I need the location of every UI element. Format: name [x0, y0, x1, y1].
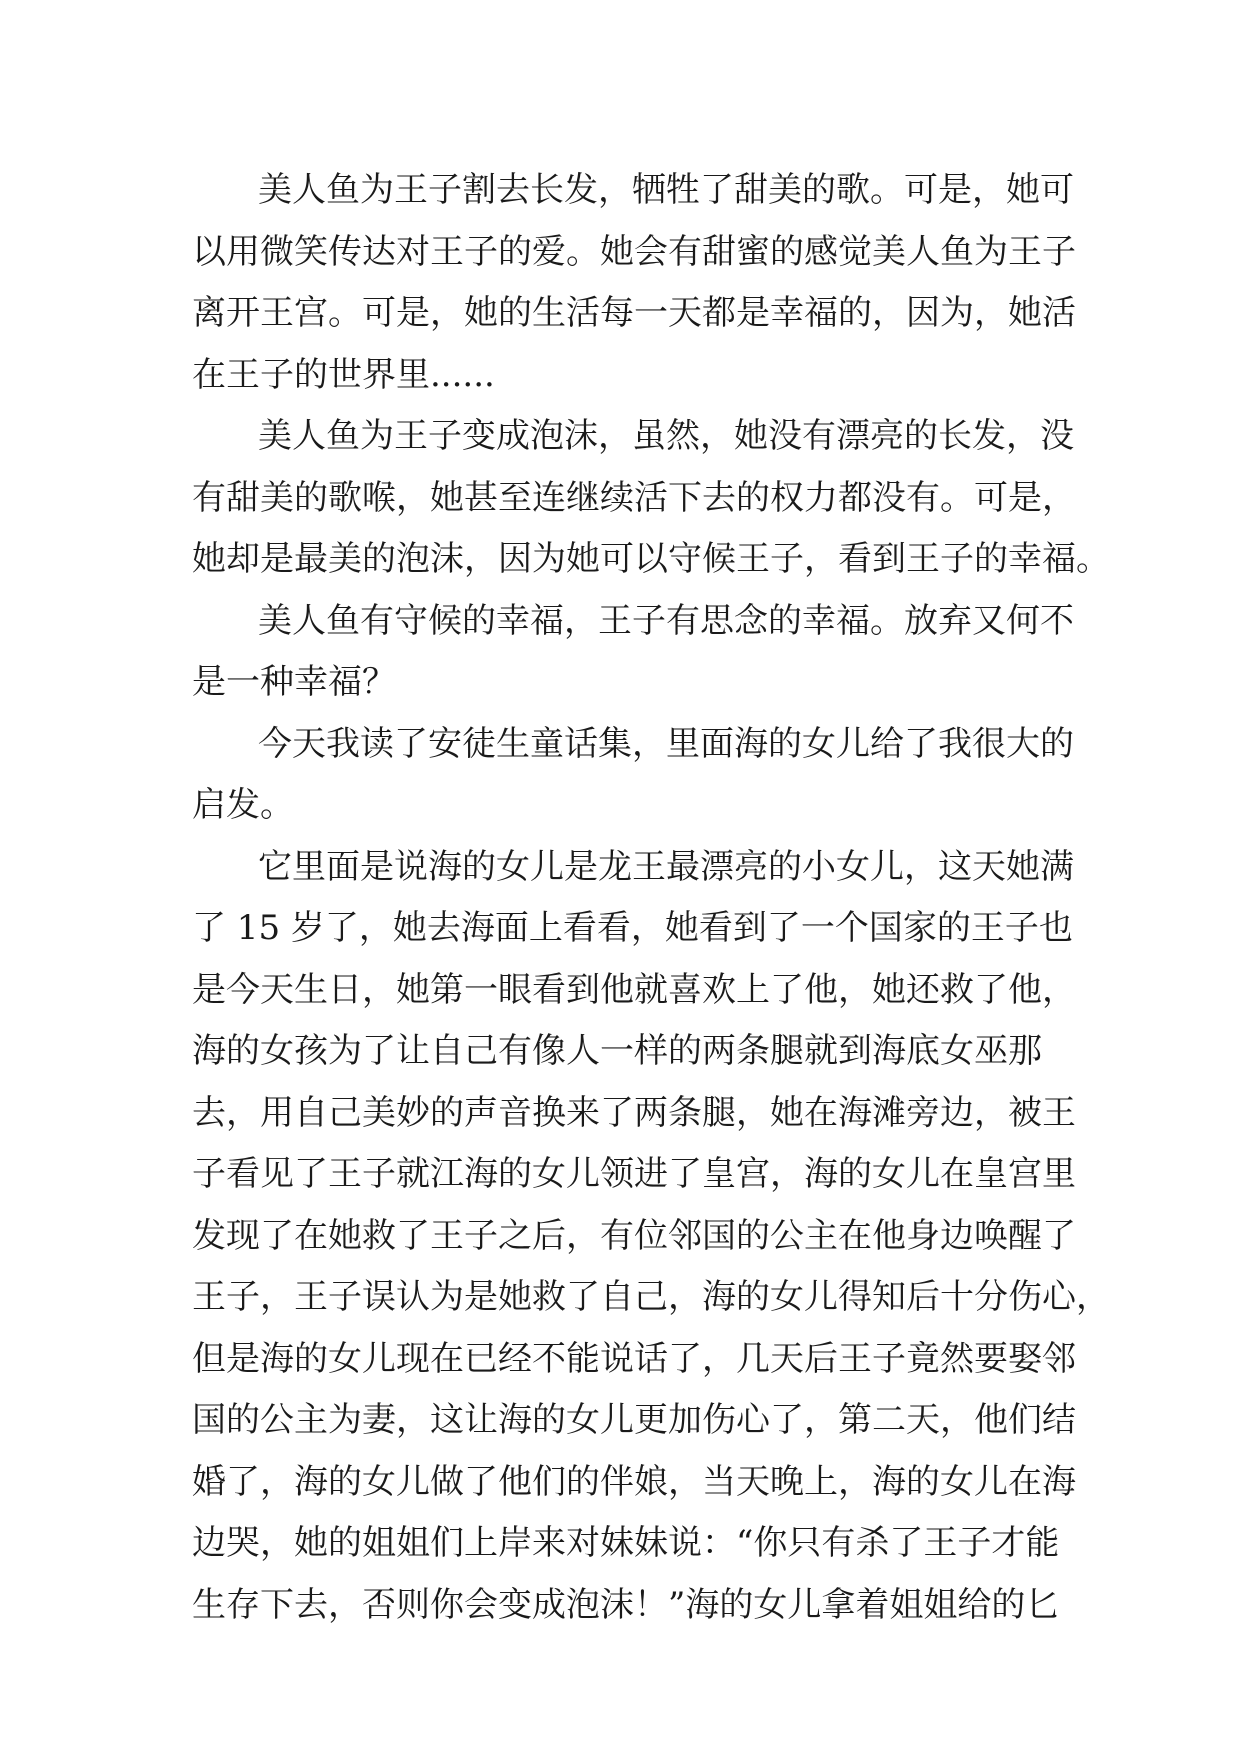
- text-line: 美人鱼为王子变成泡沫，虽然，她没有漂亮的长发，没: [258, 416, 1074, 456]
- text-line: 去，用自己美妙的声音换来了两条腿，她在海滩旁边，被王: [192, 1092, 1076, 1133]
- text-line: 在王子的世界里......: [192, 354, 495, 395]
- text-line: 是今天生日，她第一眼看到他就喜欢上了他，她还救了他，: [192, 969, 1076, 1010]
- text-line: 国的公主为妻，这让海的女儿更加伤心了，第二天，他们结: [192, 1400, 1076, 1440]
- text-line: 启发。: [192, 785, 294, 825]
- text-line: 婚了，海的女儿做了他们的伴娘，当天晚上，海的女儿在海: [192, 1461, 1076, 1502]
- text-line: 边哭，她的姐姐们上岸来对妹妹说：“你只有杀了王子才能: [192, 1523, 1060, 1563]
- text-line: 今天我读了安徒生童话集，里面海的女儿给了我很大的: [258, 723, 1074, 764]
- text-line: 王子，王子误认为是她救了自己，海的女儿得知后十分伤心，: [192, 1277, 1110, 1317]
- text-line: 离开王宫。可是，她的生活每一天都是幸福的，因为，她活: [192, 293, 1076, 333]
- text-line: 美人鱼为王子割去长发，牺牲了甜美的歌。可是，她可: [258, 170, 1074, 210]
- text-line: 她却是最美的泡沫，因为她可以守候王子，看到王子的幸福。: [192, 539, 1110, 579]
- text-line: 美人鱼有守候的幸福，王子有思念的幸福。放弃又何不: [258, 600, 1074, 641]
- text-line: 但是海的女儿现在已经不能说话了，几天后王子竟然要娶邻: [192, 1338, 1076, 1379]
- text-line: 海的女孩为了让自己有像人一样的两条腿就到海底女巫那: [192, 1031, 1042, 1071]
- document-body: [192, 160, 1110, 1636]
- text-line: 是一种幸福？: [192, 662, 396, 702]
- text-line: 有甜美的歌喉，她甚至连继续活下去的权力都没有。可是，: [192, 477, 1076, 518]
- text-line: 子看见了王子就江海的女儿领进了皇宫，海的女儿在皇宫里: [192, 1154, 1076, 1194]
- text-line: 生存下去，否则你会变成泡沫！”海的女儿拿着姐姐给的匕: [192, 1584, 1060, 1625]
- text-line: 发现了在她救了王子之后，有位邻国的公主在他身边唤醒了: [192, 1215, 1076, 1256]
- text-line: 它里面是说海的女儿是龙王最漂亮的小女儿，这天她满: [258, 846, 1074, 887]
- text-line: 了 15 岁了，她去海面上看看，她看到了一个国家的王子也: [192, 908, 1073, 948]
- text-line: 以用微笑传达对王子的爱。她会有甜蜜的感觉美人鱼为王子: [192, 231, 1076, 272]
